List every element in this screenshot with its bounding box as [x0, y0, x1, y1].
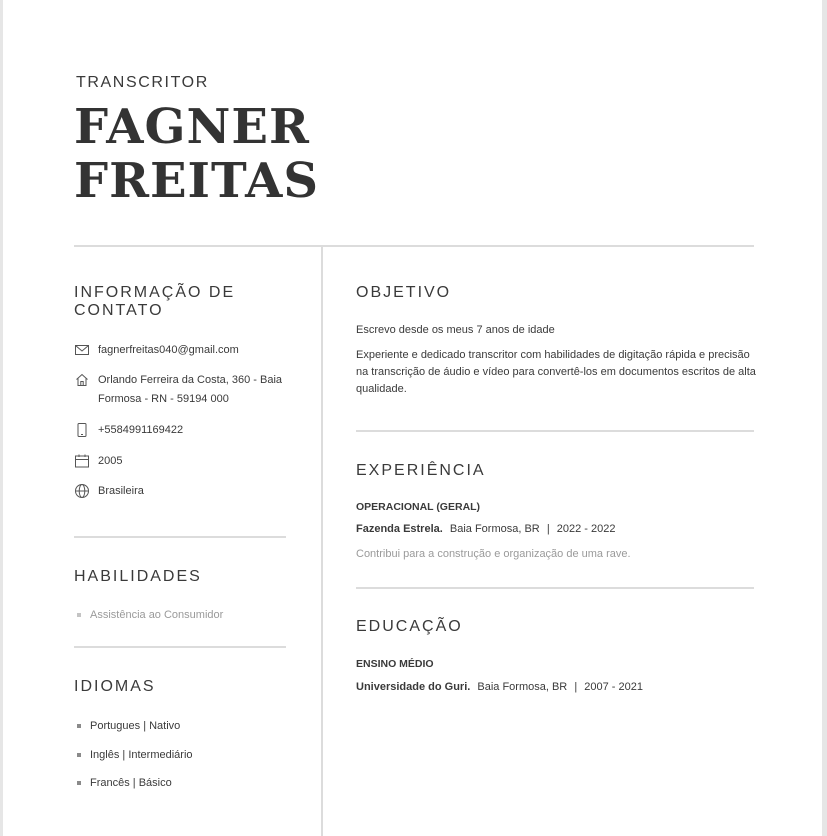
- education-location: Baia Formosa, BR: [477, 681, 568, 693]
- contact-nationality-text: Brasileira: [98, 485, 144, 497]
- contact-nationality: [74, 482, 289, 501]
- language-item: Francês | Básico: [77, 776, 193, 805]
- skills-list: [77, 608, 223, 637]
- experience-title: EXPERIÊNCIA: [356, 462, 486, 479]
- languages-title: IDIOMAS: [74, 678, 156, 695]
- education-period: 2007 - 2021: [584, 681, 643, 693]
- first-name: FAGNER: [74, 99, 310, 155]
- language-item: Portugues | Nativo: [77, 719, 193, 748]
- objective-paragraph: Experiente e dedicado transcritor com habilidades de digitação rápida e precisão na transcrição de áudio e vídeo para convertê-los em documentos escritos de alta qualidade.: [356, 349, 756, 395]
- contact-email: [74, 341, 289, 360]
- objective-title: OBJETIVO: [356, 284, 452, 301]
- mail-icon: [74, 342, 90, 358]
- contact-email-text: fagnerfreitas040@gmail.com: [98, 344, 239, 356]
- skill-item: Assistência ao Consumidor: [77, 608, 223, 637]
- home-icon: [74, 372, 90, 388]
- contact-phone-text: +5584991169422: [98, 424, 184, 436]
- contact-address-text: Orlando Ferreira da Costa, 360 - Baia Formosa - RN - 59194 000: [98, 374, 283, 405]
- contact-divider: [74, 536, 286, 538]
- languages-list: [77, 719, 193, 805]
- header-divider: [74, 245, 754, 247]
- calendar-icon: [74, 453, 90, 469]
- education-line: [356, 681, 643, 693]
- contact-birth-text: 2005: [98, 455, 123, 467]
- experience-company: Fazenda Estrela.: [356, 523, 443, 535]
- education-school: Universidade do Guri.: [356, 681, 471, 693]
- globe-icon: [74, 483, 90, 499]
- education-title: EDUCAÇÃO: [356, 618, 463, 635]
- experience-divider: [356, 587, 754, 589]
- phone-icon: [74, 422, 90, 438]
- contact-title-line2: CONTATO: [74, 302, 164, 319]
- language-item: Inglês | Intermediário: [77, 748, 193, 777]
- experience-role: OPERACIONAL (GERAL): [356, 501, 481, 513]
- contact-birth: [74, 452, 289, 471]
- contact-title-line1: INFORMAÇÃO DE: [74, 284, 236, 301]
- contact-phone: [74, 421, 289, 440]
- last-name: FREITAS: [74, 153, 320, 209]
- objective-divider: [356, 430, 754, 432]
- experience-period: 2022 - 2022: [556, 523, 616, 535]
- experience-separator: |: [546, 523, 550, 535]
- contact-address: [74, 371, 289, 409]
- job-subtitle: TRANSCRITOR: [76, 74, 209, 91]
- column-divider: [321, 247, 323, 836]
- resume-page: [3, 0, 822, 836]
- contact-title: [74, 284, 235, 320]
- experience-line: [356, 523, 615, 535]
- full-name: [74, 100, 319, 208]
- skills-divider: [74, 646, 286, 648]
- education-level: ENSINO MÉDIO: [356, 658, 434, 670]
- experience-description: Contribui para a construção e organização de uma rave.: [356, 548, 631, 560]
- objective-line: Escrevo desde os meus 7 anos de idade: [356, 324, 555, 336]
- experience-location: Baia Formosa, BR: [449, 523, 540, 535]
- skills-title: HABILIDADES: [74, 568, 202, 585]
- education-separator: |: [574, 681, 578, 693]
